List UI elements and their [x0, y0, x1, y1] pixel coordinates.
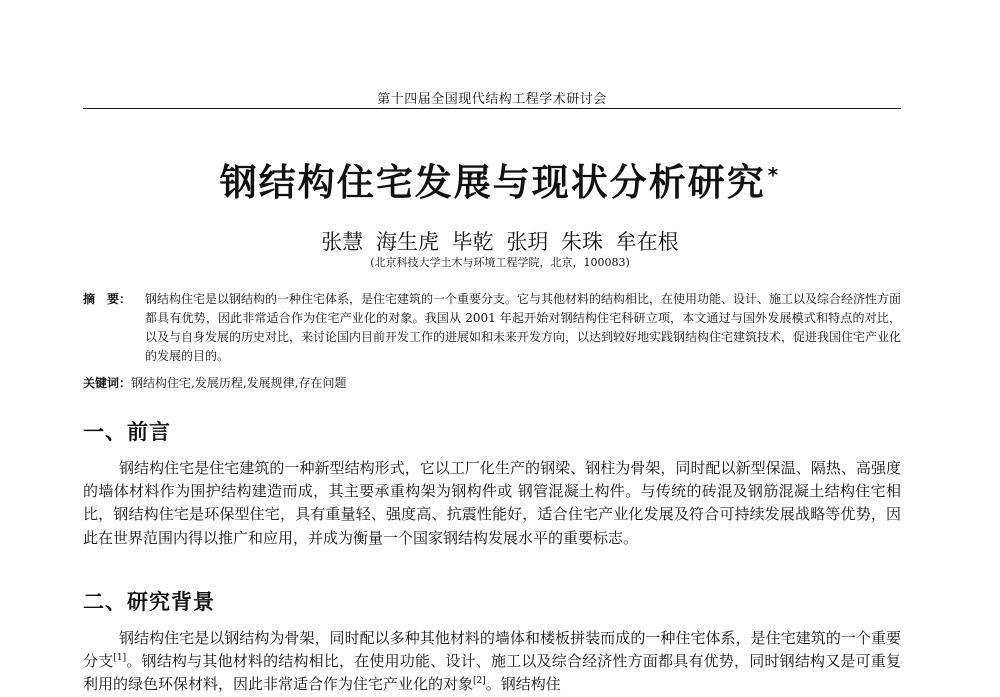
citation-ref-2: [2] — [473, 676, 486, 687]
background-text-part-b: 。钢结构与其他材料的结构相比，在使用功能、设计、施工以及综合经济性方面都具有优势，同时钢结构又是可重复利用的绿色环保材料，因此非常适合作为住宅产业化的对象 — [83, 652, 901, 694]
keywords-label: 关键词： — [83, 376, 132, 390]
abstract-label: 摘 要： — [83, 292, 132, 306]
running-header: 第十四届全国现代结构工程学术研讨会 — [377, 92, 607, 107]
section-heading-preface: 一、前言 — [83, 420, 171, 444]
author-list: 张慧 海生虎 毕乾 张玥 朱珠 牟在根 — [321, 230, 679, 254]
background-text-part-a: 钢结构住宅是以钢结构为骨架，同时配以多种其他材料的墙体和楼板拼装而成的一种住宅体系，是住宅建筑的一个重要分支 — [83, 629, 901, 671]
abstract-text: 钢结构住宅是以钢结构的一种住宅体系，是住宅建筑的一个重要分支。它与其他材料的结构相比，在使用功能、设计、施工以及综合经济性方面都具有优势，因此非常适合作为住宅产业化的对象。我国从 2001 年起开始对钢结构住宅科研立项，本文通过与国外发展模式和特点的对比，以及与自身发展的历史对比，来讨论国内目前开发工作的进展如和未来开发方向，以达到较好地实践钢结构住宅建筑技术，促进我国住宅产业化的发展的目的。 — [145, 292, 902, 363]
citation-ref-1: [1] — [113, 653, 127, 664]
keywords-text: 钢结构住宅,发展历程,发展规律,存在问题 — [131, 376, 347, 390]
abstract — [83, 290, 901, 366]
paper-title — [0, 152, 1000, 206]
section-heading-background: 二、研究背景 — [83, 590, 215, 614]
section-paragraph-background — [83, 627, 901, 697]
header-rule — [83, 108, 901, 109]
section-paragraph-preface: 钢结构住宅是住宅建筑的一种新型结构形式，它以工厂化生产的钢梁、钢柱为骨架，同时配以新型保温、隔热、高强度的墙体材料作为围护结构建造而成，其主要承重构架为钢构件或 钢管混凝土构件。与传统的砖混及钢筋混凝土结构住宅相比，钢结构住宅是环保型住宅，具有重量轻、强度高、抗震性能好，适合住宅产业化发展及符合可持续发展战略等优势，因此在世界范围内得以推广和应用，并成为衡量一个国家钢结构发展水平的重要标志。 — [83, 459, 901, 547]
keywords — [83, 374, 901, 393]
paper-title-text: 钢结构住宅发展与现状分析研究 — [219, 161, 766, 204]
title-footnote-mark: * — [767, 162, 781, 187]
affiliation: (北京科技大学土木与环境工程学院，北京，100083) — [370, 256, 630, 269]
background-text-part-c: 。钢结构住 — [485, 675, 561, 694]
